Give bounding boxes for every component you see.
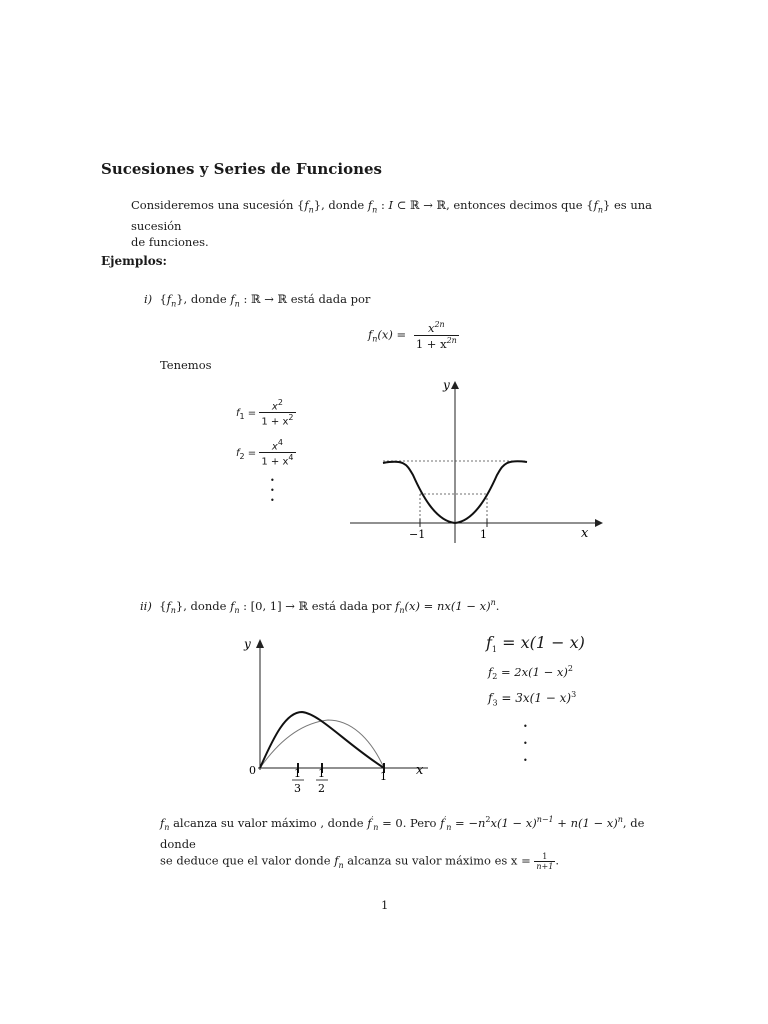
ex2-f1-definition: $f_1 = x(1 - x)$	[486, 633, 585, 655]
graph-2-origin-label: 0	[249, 764, 256, 777]
example-1-statement: i) $\{f_n\}$, donde $f_n$ : ℝ → ℝ está dada por	[144, 292, 371, 309]
section-title: Sucesiones y Series de Funciones	[101, 160, 382, 178]
graph-2	[240, 632, 440, 802]
graph-1-tick-neg1-label: −1	[409, 528, 426, 541]
intro-paragraph: Consideremos una sucesión $\{f_n\}$, donde $f_n$ : I ⊂ ℝ → ℝ, entonces decimos que $\{f_n\}$ es una sucesión de funciones.	[131, 198, 653, 250]
graph-1-y-arrow	[451, 381, 459, 389]
graph-2-curve-f2	[260, 712, 384, 768]
ellipsis-dots-1: • • •	[270, 476, 275, 505]
ex2-f2-definition: $f_2 = 2x(1 - x)^2$	[488, 664, 573, 682]
graph-2-y-label: y	[244, 637, 251, 651]
graph-1	[345, 375, 605, 545]
conclusion-paragraph: $f_n$ alcanza su valor máximo , donde $f'_n = 0$. Pero $f'_n = -n^2x(1 - x)^{n-1} + n(1 - x)^n$, de donde se deduce que el valor donde $f_n$ alcanza su valor máximo es x = $\frac{1}{n+1}$ .	[160, 815, 645, 872]
graph-2-curve-f1	[260, 720, 384, 768]
examples-heading: Ejemplos:	[101, 254, 167, 268]
graph-2-third-den: 3	[294, 782, 301, 795]
graph-2-half-num: 1	[318, 767, 325, 780]
ellipsis-dots-2: • • •	[523, 722, 528, 765]
graph-1-x-label: x	[581, 526, 589, 541]
graph-2-third-num: 1	[294, 767, 301, 780]
graph-2-one-label: 1	[380, 770, 387, 783]
graph-2-y-arrow	[256, 639, 264, 648]
f1-definition: $f_1$ = $\frac{x^2}{1 + x^2}$	[236, 398, 294, 428]
graph-2-x-label: x	[416, 763, 424, 778]
tenemos-label: Tenemos	[160, 358, 212, 372]
page-number: 1	[381, 898, 389, 912]
graph-2-half-den: 2	[318, 782, 325, 795]
graph-1-x-arrow	[595, 519, 603, 527]
graph-1-tick-pos1-label: 1	[480, 528, 487, 541]
ex2-f3-definition: $f_3 = 3x(1 - x)^3$	[488, 690, 577, 708]
example-2-statement: ii) $\{f_n\}$, donde $f_n$ : [0, 1] → ℝ está dada por $f_n(x) = nx(1 - x)^n$.	[140, 598, 500, 616]
f2-definition: $f_2$ = $\frac{x^4}{1 + x^4}$	[236, 438, 294, 468]
example-1-formula: $f_n(x)$ = $\frac{x^{2n}}{1 + x^{2n}}$	[368, 320, 457, 351]
graph-1-y-label: y	[443, 378, 450, 392]
